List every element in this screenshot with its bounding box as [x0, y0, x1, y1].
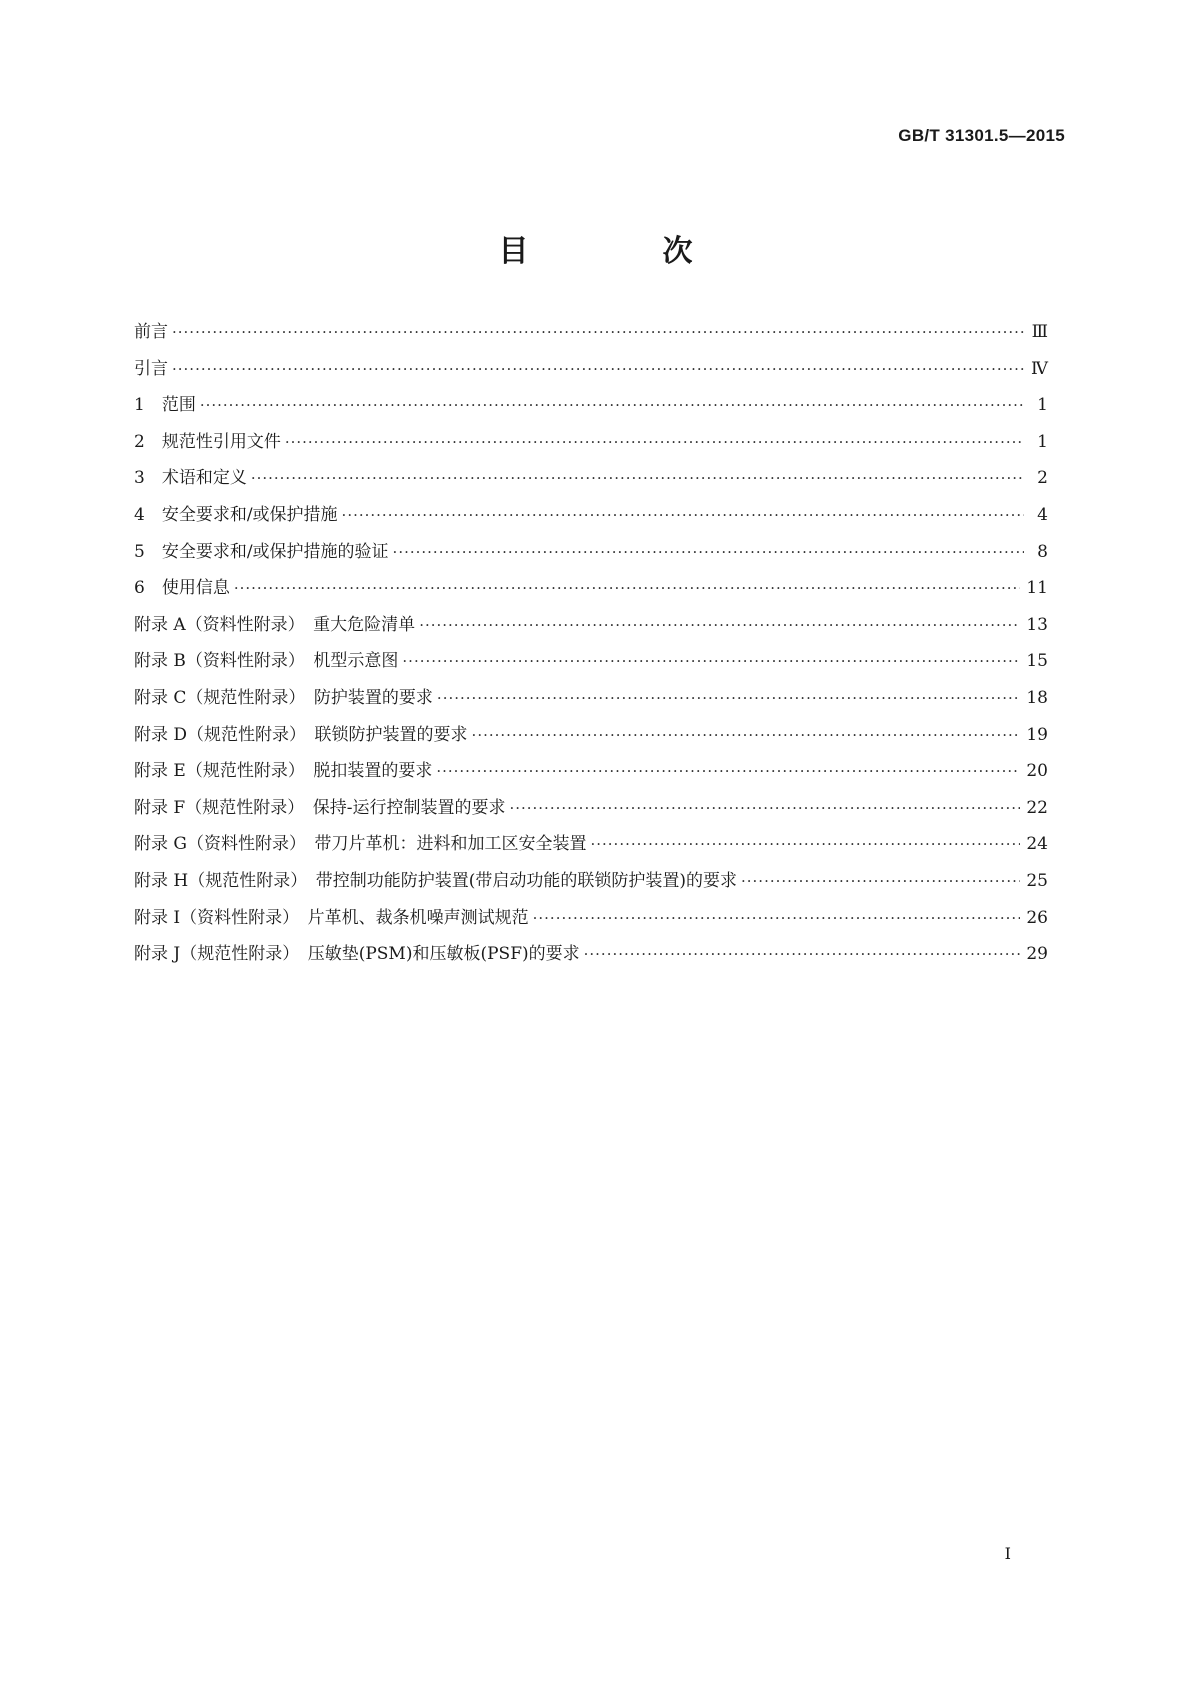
- toc-entry-page: 4: [1037, 504, 1048, 525]
- toc-entry-page: 24: [1026, 834, 1048, 855]
- toc-entry-foreword[interactable]: [134, 322, 1048, 359]
- toc-entry-label: 附录 I（资料性附录） 片革机、裁条机噪声测试规范: [134, 907, 529, 928]
- dot-leader: [200, 395, 1024, 415]
- dot-leader: [584, 944, 1021, 964]
- dot-leader: [590, 834, 1020, 854]
- standard-code: GB/T 31301.5—2015: [898, 126, 1065, 145]
- toc-entry-label: 引言: [134, 358, 168, 379]
- toc-entry-label: 附录 H（规范性附录） 带控制功能防护装置(带启动功能的联锁防护装置)的要求: [134, 870, 737, 891]
- dot-leader: [234, 578, 1021, 598]
- toc-entry-terms-definitions[interactable]: [134, 468, 1048, 505]
- toc-entry-page: 22: [1026, 797, 1048, 818]
- dot-leader: [437, 688, 1020, 708]
- toc-entry-page: 1: [1037, 431, 1048, 452]
- toc-entry-annex-h[interactable]: [134, 871, 1048, 908]
- toc-entry-page: Ⅲ: [1031, 322, 1048, 342]
- toc-entry-label: 5 安全要求和/或保护措施的验证: [134, 541, 389, 562]
- toc-entry-annex-i[interactable]: [134, 908, 1048, 945]
- toc-entry-label: 附录 F（规范性附录） 保持-运行控制装置的要求: [134, 797, 506, 818]
- toc-entry-label: 6 使用信息: [134, 578, 230, 599]
- toc-entry-annex-a[interactable]: [134, 615, 1048, 652]
- toc-entry-page: 1: [1037, 395, 1048, 416]
- toc-entry-label: 前言: [134, 322, 168, 342]
- toc-entry-page: 26: [1026, 907, 1048, 928]
- toc-entry-label: 附录 D（规范性附录） 联锁防护装置的要求: [134, 724, 468, 745]
- toc-entry-annex-c[interactable]: [134, 688, 1048, 725]
- dot-leader: [251, 468, 1024, 488]
- toc-entry-introduction[interactable]: [134, 359, 1048, 396]
- toc-entry-label: 3 术语和定义: [134, 468, 247, 489]
- dot-leader: [342, 505, 1024, 525]
- toc-entry-label: 附录 C（规范性附录） 防护装置的要求: [134, 687, 433, 708]
- toc-entry-page: 25: [1026, 870, 1048, 891]
- toc-entry-label: 附录 A（资料性附录） 重大危险清单: [134, 614, 416, 635]
- dot-leader: [436, 761, 1020, 781]
- dot-leader: [741, 871, 1020, 891]
- dot-leader: [472, 725, 1021, 745]
- toc-entry-label: 4 安全要求和/或保护措施: [134, 504, 338, 525]
- dot-leader: [285, 432, 1024, 452]
- dot-leader: [172, 359, 1024, 379]
- dot-leader: [402, 651, 1020, 671]
- dot-leader: [393, 542, 1024, 562]
- toc-entry-page: 20: [1026, 761, 1048, 782]
- toc-entry-verification[interactable]: [134, 542, 1048, 579]
- dot-leader: [533, 908, 1021, 928]
- toc-entry-label: 附录 E（规范性附录） 脱扣装置的要求: [134, 761, 433, 782]
- table-of-contents: [134, 322, 1048, 981]
- toc-entry-page: 15: [1026, 651, 1048, 672]
- toc-entry-annex-f[interactable]: [134, 798, 1048, 835]
- dot-leader: [172, 322, 1024, 342]
- toc-entry-label: 1 范围: [134, 395, 196, 416]
- toc-entry-annex-g[interactable]: [134, 834, 1048, 871]
- toc-entry-information-for-use[interactable]: [134, 578, 1048, 615]
- toc-entry-scope[interactable]: [134, 395, 1048, 432]
- toc-entry-annex-b[interactable]: [134, 651, 1048, 688]
- toc-entry-label: 附录 B（资料性附录） 机型示意图: [134, 651, 399, 672]
- toc-entry-label: 附录 J（规范性附录） 压敏垫(PSM)和压敏板(PSF)的要求: [134, 944, 580, 965]
- toc-entry-page: 13: [1026, 614, 1048, 635]
- toc-entry-page: 29: [1026, 944, 1048, 965]
- dot-leader: [419, 615, 1020, 635]
- page-number: Ⅰ: [1004, 1544, 1011, 1563]
- toc-entry-page: 19: [1026, 724, 1048, 745]
- toc-entry-page: Ⅳ: [1031, 358, 1048, 379]
- toc-entry-safety-requirements[interactable]: [134, 505, 1048, 542]
- toc-entry-page: 2: [1037, 468, 1048, 489]
- page-title: 目 次: [498, 234, 745, 269]
- toc-entry-annex-e[interactable]: [134, 761, 1048, 798]
- toc-entry-normative-references[interactable]: [134, 432, 1048, 469]
- toc-entry-annex-d[interactable]: [134, 725, 1048, 762]
- toc-entry-label: 附录 G（资料性附录） 带刀片革机：进料和加工区安全装置: [134, 834, 587, 855]
- toc-entry-label: 2 规范性引用文件: [134, 431, 281, 452]
- toc-entry-page: 11: [1026, 578, 1048, 599]
- toc-entry-page: 18: [1026, 687, 1048, 708]
- toc-entry-page: 8: [1037, 541, 1048, 562]
- toc-entry-annex-j[interactable]: [134, 944, 1048, 981]
- dot-leader: [509, 798, 1020, 818]
